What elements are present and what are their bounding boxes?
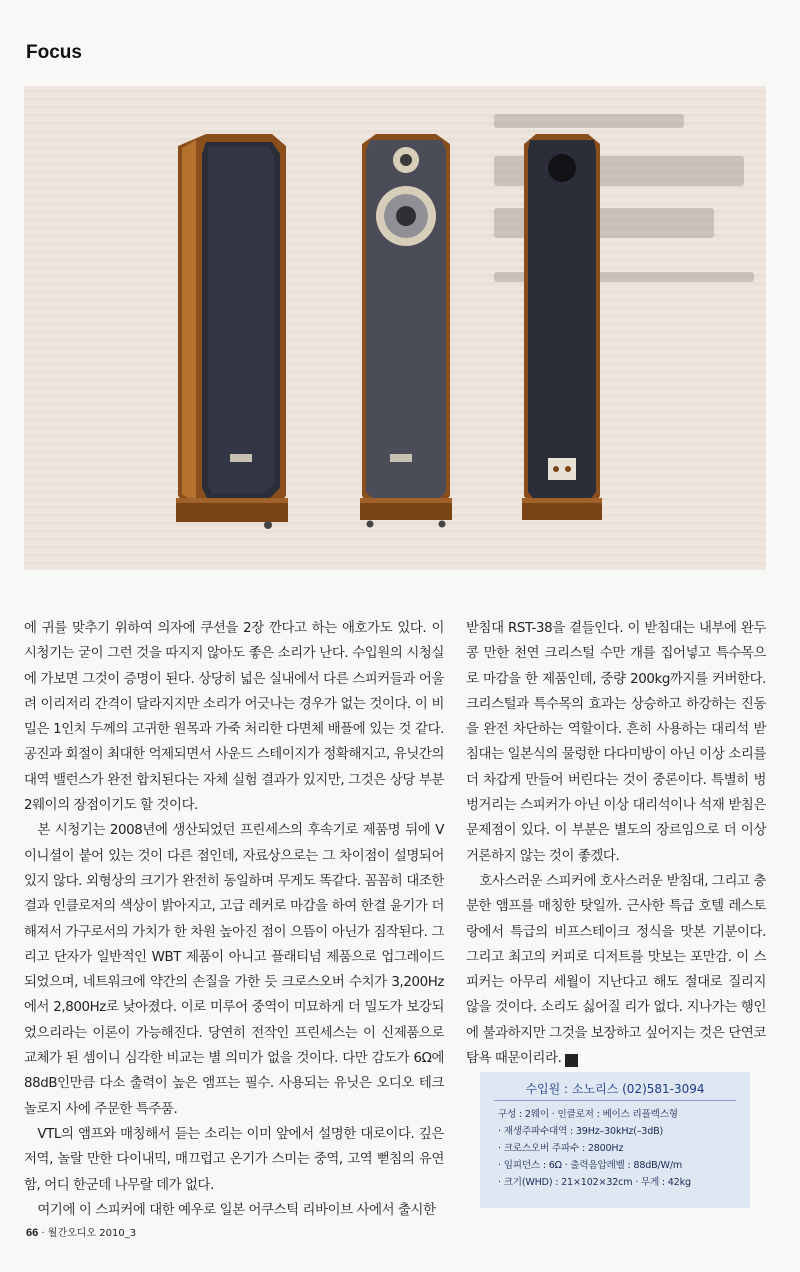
page-footer <box>26 1224 136 1239</box>
importer-phone: (02)581-3094 <box>622 1082 705 1096</box>
paragraph: VTL의 앰프와 매칭해서 듣는 소리는 이미 앞에서 설명한 대로이다. 깊은 저역, 놀랄 만한 다이내믹, 매끄럽고 온기가 스미는 중역, 고역 뻗침의 유연함, 어디 한군데 나무랄 데가 없다. <box>24 1126 444 1193</box>
paragraph: 에 귀를 맞추기 위하여 의자에 쿠션을 2장 깐다고 하는 애호가도 있다. 이 시청기는 굳이 그런 것을 따지지 않아도 좋은 소리가 난다. 수입원의 시청실에 가보면 그것이 증명이 된다. 상당히 넓은 실내에서 다른 스피커들과 어울려 이리저리 간격이 달라지지만 소리가 어긋나는 경우가 없는 것이다. 이 비밀은 1인치 두께의 고귀한 원목과 가죽 처리한 다면체 배플에 있는 것 같다. 공진과 회절이 최대한 억제되면서 사운드 스테이지가 정확해지고, 유닛간의 대역 밸런스가 완전 합치된다는 자체 실험 결과가 있지만, 그것은 상당 부분 2웨이의 장점이기도 할 것이다. <box>24 621 444 814</box>
spec-line: · 크로스오버 주파수 : 2800Hz <box>498 1143 624 1154</box>
spec-line: · 임피던스 : 6Ω · 출력음압레벨 : 88dB/W/m <box>498 1160 682 1171</box>
spec-line: 구성 : 2웨이 · 인클로저 : 베이스 리플렉스형 <box>498 1109 678 1120</box>
speaker-center <box>358 132 454 532</box>
spec-importer <box>480 1080 750 1097</box>
speaker-rear <box>520 132 604 532</box>
spec-line: · 재생주파수대역 : 39Hz–30kHz(–3dB) <box>498 1126 664 1137</box>
spec-list <box>498 1106 744 1191</box>
paragraph: 본 시청기는 2008년에 생산되었던 프린세스의 후속기로 제품명 뒤에 V 이니셜이 붙어 있는 것이 다른 점인데, 자료상으로는 그 차이점이 설명되어 있지 않다. 외형상의 크기가 완전히 동일하며 무게도 똑같다. 꼼꼼히 대조한 결과 인클로저의 색상이 밝아지고, 고급 레커로 마감을 하여 한결 윤기가 더해져서 가구로서의 가치가 한 차원 높아진 점이 으뜸이 아닌가 짐작된다. 그리고 단자가 일반적인 WBT 제품이 아니고 플래티넘 제품으로 업그레이드되었으며, 네트워크에 약간의 손질을 가한 듯 크로스오버 수치가 3,200Hz에서 2,800Hz로 낮아졌다. 이로 미루어 중역이 미묘하게 더 밀도가 보강되었으리라는 이론이 가능해진다. 당연히 전작인 프린세스는 이 신제품으로 교체가 된 셈이니 심각한 비교는 별 의미가 없을 것이다. 다만 감도가 6Ω에 88dB인만큼 다소 출력이 높은 앰프는 필수. 사용되는 유닛은 오디오 테크놀로지 사에 주문한 특주품. <box>24 823 444 1117</box>
importer-label: 수입원 : 소노리스 <box>525 1082 619 1096</box>
paragraph <box>466 869 766 1071</box>
speaker-photo <box>24 86 766 570</box>
article-column-left <box>24 616 444 1223</box>
spec-line: · 크기(WHD) : 21×102×32cm · 무게 : 42kg <box>498 1177 691 1188</box>
page-number: 66 <box>26 1227 39 1239</box>
end-mark-icon: A <box>565 1054 578 1067</box>
article-column-right <box>466 616 766 1071</box>
spec-box <box>480 1072 750 1208</box>
section-label: Focus <box>26 42 82 63</box>
spec-divider <box>494 1100 736 1101</box>
magazine-issue: · 월간오디오 2010_3 <box>41 1228 137 1239</box>
paragraph-text: 호사스러운 스피커에 호사스러운 받침대, 그리고 충분한 앰프를 매칭한 탓일까. 근사한 특급 호텔 레스토랑에서 특급의 비프스테이크 정식을 맛본 기분이다. 그리고 최고의 커피로 디저트를 맛보는 포만감. 이 스피커는 아무리 세월이 지난다고 해도 절대로 질리지 않을 것이다. 소리도 싫어질 리가 없다. 지나가는 행인에 불과하지만 그것을 보장하고 싶어지는 것은 단연코 탐욕 때문이리라. <box>466 873 766 1067</box>
paragraph: 받침대 RST-38을 곁들인다. 이 받침대는 내부에 완두콩 만한 천연 크리스털 수만 개를 집어넣고 특수목으로 마감을 한 제품인데, 중량 200kg까지를 커버한다. 크리스털과 특수목의 효과는 상승하고 하강하는 진동을 완전 차단하는 역할이다. 흔히 사용하는 대리석 받침대는 일본식의 물렁한 다다미방이 아닌 이상 소리를 더 차갑게 만들어 버린다는 것이 중론이다. 특별히 벙벙거리는 스피커가 아닌 이상 대리석이나 석재 받침은 문제점이 있다. 이 부분은 별도의 장르임으로 더 이상 거론하지 않는 것이 좋겠다. <box>466 621 766 864</box>
speaker-left <box>172 132 292 532</box>
paragraph: 여기에 이 스피커에 대한 예우로 일본 어쿠스틱 리바이브 사에서 출시한 <box>37 1202 436 1218</box>
